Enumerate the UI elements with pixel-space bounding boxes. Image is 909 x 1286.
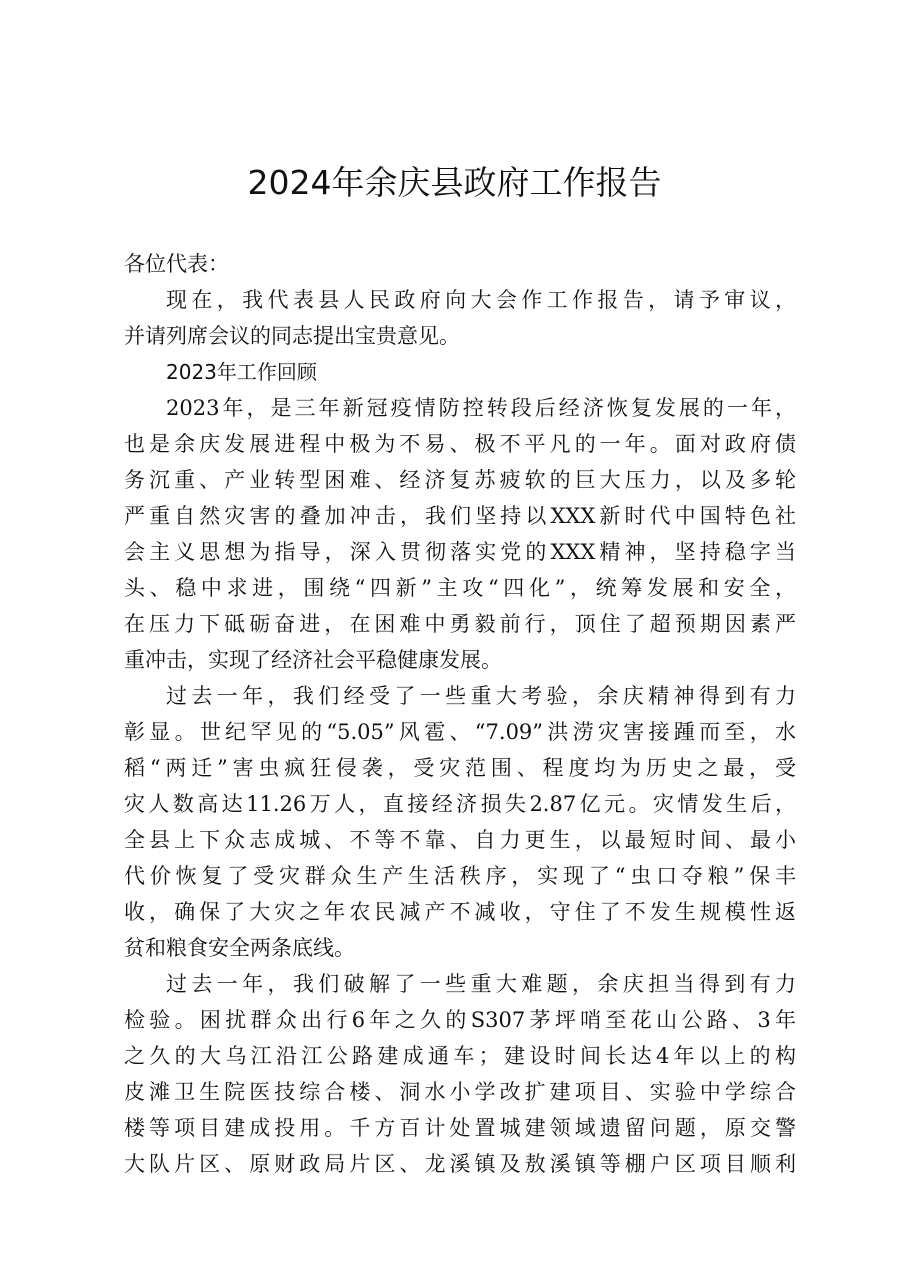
text-line: 收，确保了大灾之年农民减产不减收，守住了不发生规模性返	[124, 900, 796, 924]
section-heading: 2023年工作回顾	[166, 360, 317, 384]
text-line: 代价恢复了受灾群众生产生活秩序，实现了“虫口夺粮”保丰	[124, 864, 796, 888]
text-line: 稻“两迁”害虫疯狂侵袭，受灾范围、程度均为历史之最，受	[124, 756, 796, 780]
document-title: 2024年余庆县政府工作报告	[247, 163, 662, 202]
salutation: 各位代表：	[124, 252, 229, 276]
document-body	[124, 246, 796, 1182]
paragraph-3	[124, 966, 796, 1182]
text-line: 皮滩卫生院医技综合楼、洞水小学改扩建项目、实验中学综合	[124, 1080, 796, 1104]
text-line: 灾人数高达11.26万人，直接经济损失2.87亿元。灾情发生后，	[124, 792, 796, 816]
text-line: 重冲击，实现了经济社会平稳健康发展。	[124, 648, 502, 672]
text-line: 并请列席会议的同志提出宝贵意见。	[124, 324, 460, 348]
text-line: 之久的大乌江沿江公路建成通车；建设时间长达4年以上的构	[124, 1044, 796, 1068]
text-line: 会主义思想为指导，深入贯彻落实党的XXX精神，坚持稳字当	[124, 540, 796, 564]
text-line: 严重自然灾害的叠加冲击，我们坚持以XXX新时代中国特色社	[124, 504, 796, 528]
text-line: 务沉重、产业转型困难、经济复苏疲软的巨大压力，以及多轮	[124, 468, 796, 492]
paragraph-2	[124, 678, 796, 966]
text-line: 过去一年，我们经受了一些重大考验，余庆精神得到有力	[166, 684, 796, 708]
text-line: 头、稳中求进，围绕“四新”主攻“四化”，统筹发展和安全，	[124, 576, 796, 600]
paragraph-1	[124, 390, 796, 678]
text-line: 2023年，是三年新冠疫情防控转段后经济恢复发展的一年，	[166, 396, 796, 420]
text-line: 贫和粮食安全两条底线。	[124, 936, 355, 960]
text-line: 彰显。世纪罕见的“5.05”风雹、“7.09”洪涝灾害接踵而至，水	[124, 720, 796, 744]
text-line: 检验。困扰群众出行6年之久的S307茅坪哨至花山公路、3年	[124, 1008, 796, 1032]
text-line: 在压力下砥砺奋进，在困难中勇毅前行，顶住了超预期因素严	[124, 612, 796, 636]
text-line: 也是余庆发展进程中极为不易、极不平凡的一年。面对政府债	[124, 432, 796, 456]
text-line: 大队片区、原财政局片区、龙溪镇及敖溪镇等棚户区项目顺利	[124, 1152, 796, 1176]
intro-paragraph	[124, 282, 796, 354]
text-line: 现在，我代表县人民政府向大会作工作报告，请予审议，	[166, 288, 796, 312]
text-line: 全县上下众志成城、不等不靠、自力更生，以最短时间、最小	[124, 828, 796, 852]
text-line: 过去一年，我们破解了一些重大难题，余庆担当得到有力	[166, 972, 796, 996]
text-line: 楼等项目建成投用。千方百计处置城建领域遗留问题，原交警	[124, 1116, 796, 1140]
